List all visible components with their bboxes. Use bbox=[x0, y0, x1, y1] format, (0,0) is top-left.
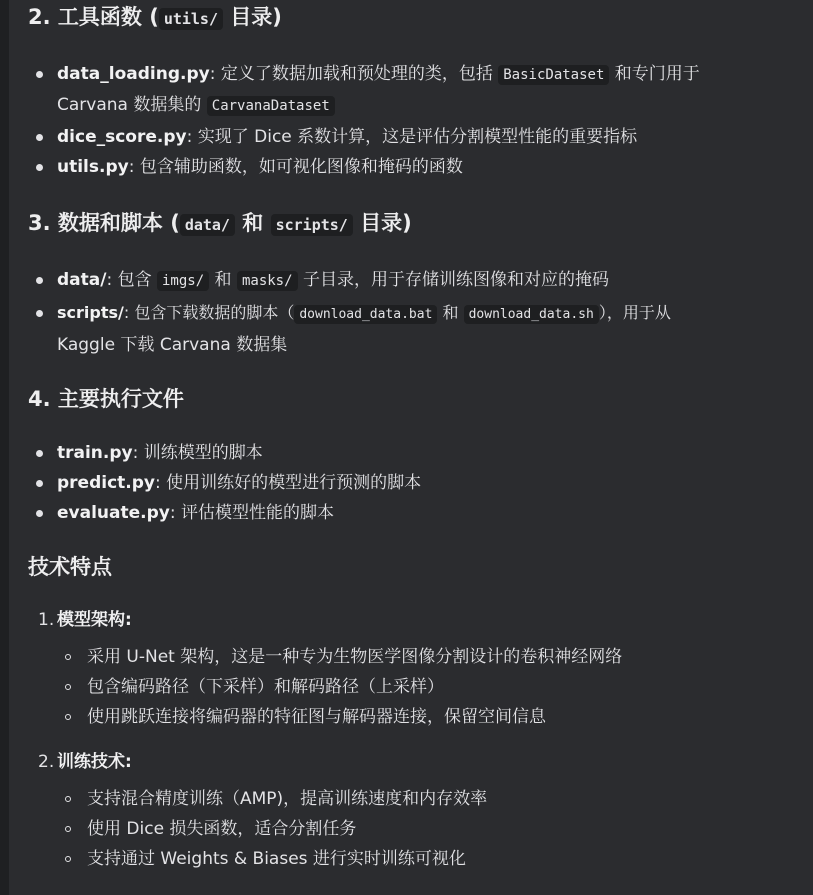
list-item-predict: predict.py: 使用训练好的模型进行预测的脚本 bbox=[57, 473, 422, 493]
inline-code: masks/ bbox=[237, 271, 298, 291]
circle-bullet-icon bbox=[65, 856, 71, 862]
section-heading-data-scripts: 3. 数据和脚本 ( data/ 和 scripts/ 目录) bbox=[28, 211, 412, 235]
circle-bullet-icon bbox=[65, 796, 71, 802]
inline-code: utils/ bbox=[159, 8, 223, 30]
feature-group-training: 训练技术: bbox=[57, 752, 132, 772]
section-heading-main-files: 4. 主要执行文件 bbox=[28, 387, 184, 411]
bullet-icon bbox=[36, 164, 43, 171]
circle-bullet-icon bbox=[65, 826, 71, 832]
circle-bullet-icon bbox=[65, 684, 71, 690]
list-item-scripts-dir: scripts/: 包含下载数据的脚本（ download_data.bat 和 download_data.sh ），用于从 bbox=[57, 303, 671, 322]
list-item-train: train.py: 训练模型的脚本 bbox=[57, 443, 263, 463]
inline-code: CarvanaDataset bbox=[207, 96, 335, 116]
list-item-evaluate: evaluate.py: 评估模型性能的脚本 bbox=[57, 503, 334, 523]
bullet-icon bbox=[36, 480, 43, 487]
circle-bullet-icon bbox=[65, 714, 71, 720]
inline-code: download_data.sh bbox=[464, 305, 599, 324]
list-item: 包含编码路径（下采样）和解码路径（上采样） bbox=[87, 677, 444, 697]
list-item: 使用 Dice 损失函数，适合分割任务 bbox=[87, 819, 357, 839]
bullet-icon bbox=[36, 510, 43, 517]
inline-code: BasicDataset bbox=[498, 65, 609, 85]
feature-group-architecture: 模型架构: bbox=[57, 610, 132, 630]
circle-bullet-icon bbox=[65, 654, 71, 660]
list-item: 支持通过 Weights & Biases 进行实时训练可视化 bbox=[87, 849, 466, 869]
list-item: 支持混合精度训练（AMP)，提高训练速度和内存效率 bbox=[87, 789, 488, 809]
bullet-icon bbox=[36, 450, 43, 457]
list-item-data-loading: data_loading.py: 定义了数据加载和预处理的类，包括 BasicDataset 和专门用于 bbox=[57, 64, 700, 84]
bullet-icon bbox=[36, 134, 43, 141]
list-item: 使用跳跃连接将编码器的特征图与解码器连接，保留空间信息 bbox=[87, 707, 546, 727]
bullet-icon bbox=[36, 310, 43, 317]
inline-code: data/ bbox=[180, 214, 235, 236]
bullet-icon bbox=[36, 71, 43, 78]
list-item-scripts-dir-cont: Kaggle 下载 Carvana 数据集 bbox=[57, 335, 288, 355]
section-heading-utils: 2. 工具函数 ( utils/ 目录) bbox=[28, 5, 282, 29]
left-border bbox=[0, 0, 9, 895]
ordered-number: 2. bbox=[38, 752, 55, 772]
inline-code: download_data.bat bbox=[294, 305, 437, 324]
list-item-data-loading-cont: Carvana 数据集的 CarvanaDataset bbox=[57, 90, 335, 121]
list-item: 采用 U-Net 架构，这是一种专为生物医学图像分割设计的卷积神经网络 bbox=[87, 647, 623, 667]
list-item-data-dir: data/: 包含 imgs/ 和 masks/ 子目录，用于存储训练图像和对应的掩码 bbox=[57, 270, 609, 290]
ordered-number: 1. bbox=[38, 610, 55, 630]
section-heading-features: 技术特点 bbox=[28, 555, 112, 579]
list-item-dice-score: dice_score.py: 实现了 Dice 系数计算，这是评估分割模型性能的重要指标 bbox=[57, 127, 638, 147]
list-item-utils: utils.py: 包含辅助函数，如可视化图像和掩码的函数 bbox=[57, 157, 463, 177]
inline-code: imgs/ bbox=[157, 271, 209, 291]
bullet-icon bbox=[36, 277, 43, 284]
inline-code: scripts/ bbox=[271, 214, 353, 236]
